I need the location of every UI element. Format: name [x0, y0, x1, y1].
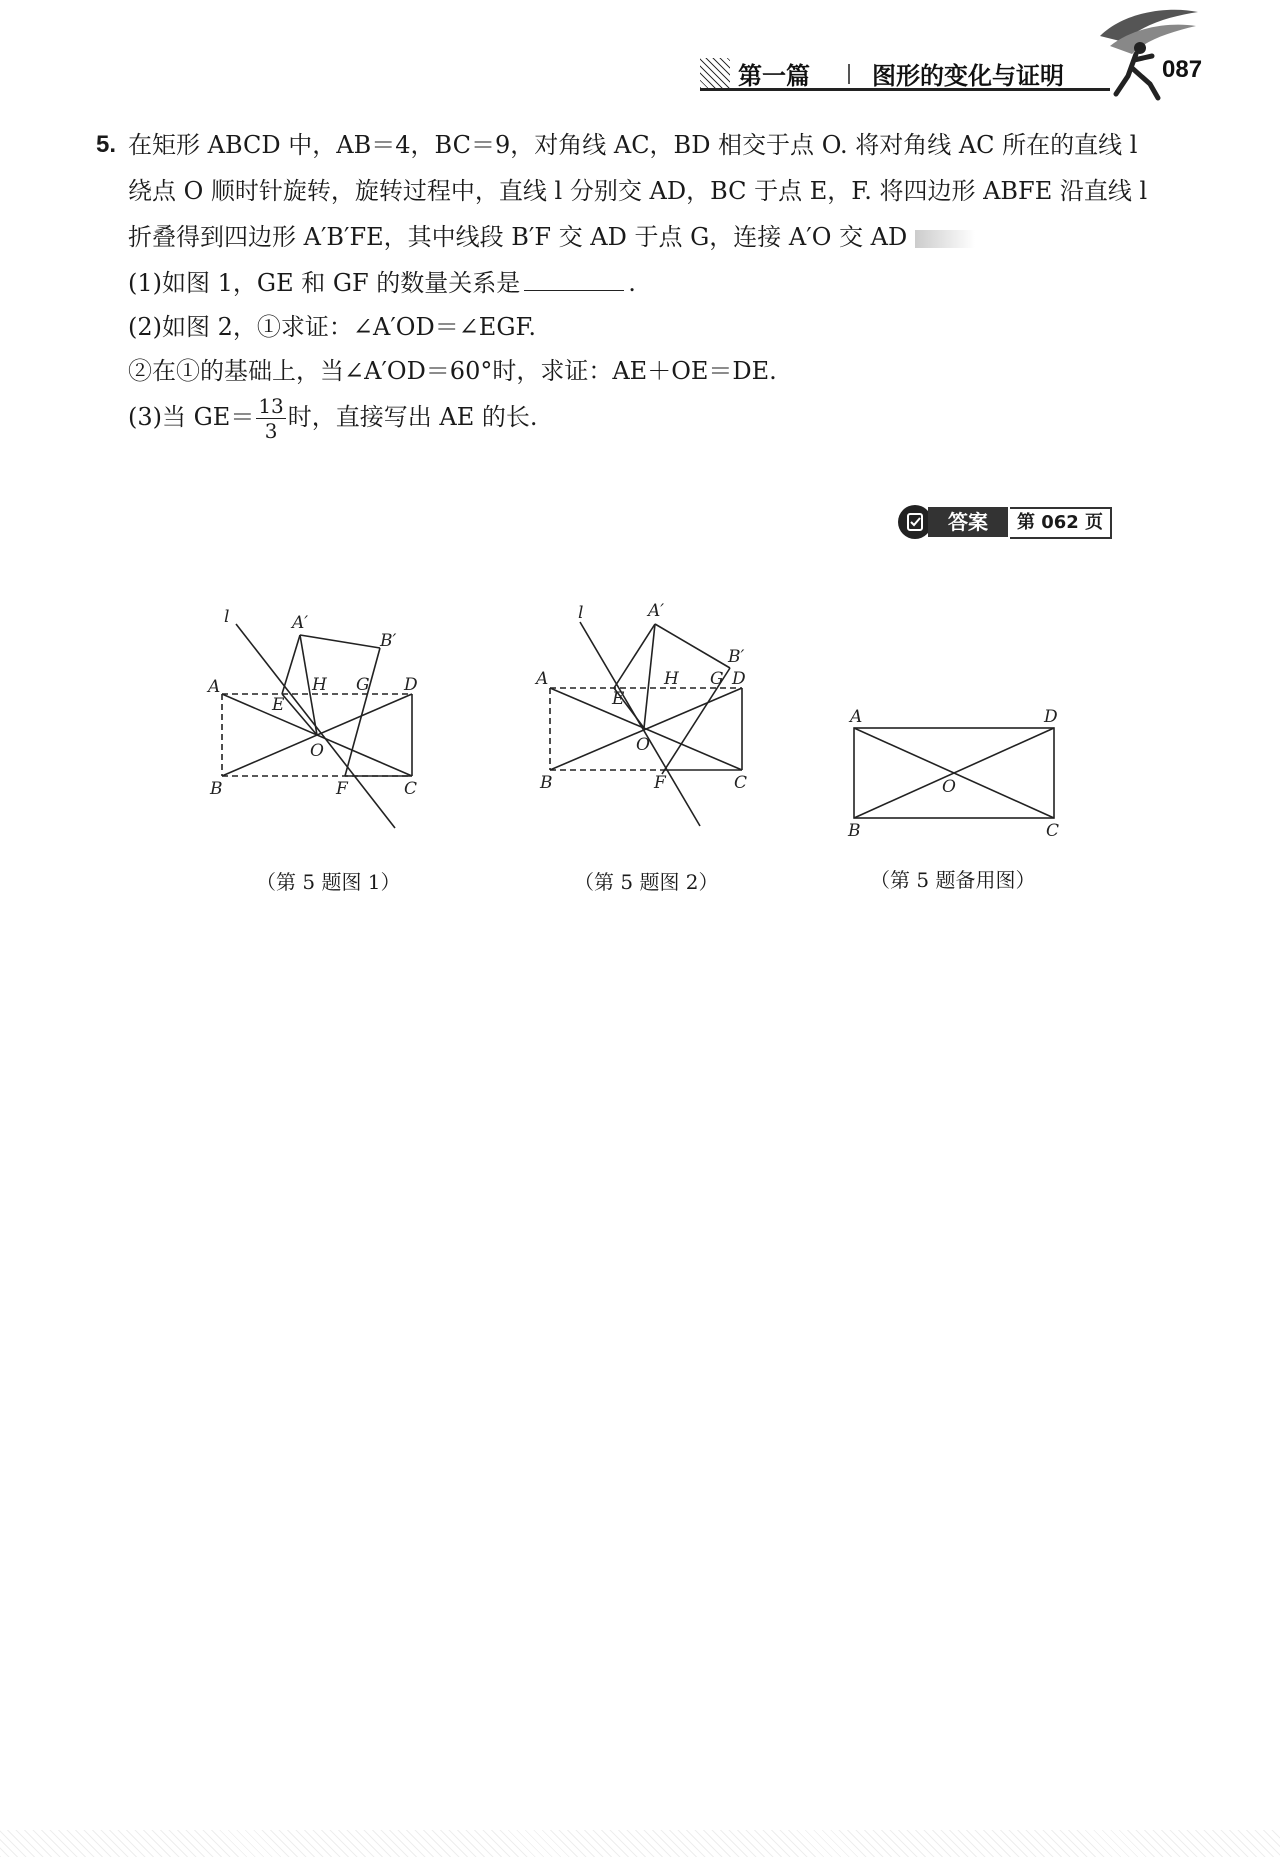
- question-2b: ②在①的基础上，当∠A′OD＝60°时，求证：AE＋OE＝DE.: [128, 357, 777, 385]
- fig2-label-o: O: [636, 735, 650, 755]
- statement-line-3-text: 折叠得到四边形 A′B′FE，其中线段 B′F 交 AD 于点 G，连接 A′O 交 AD: [128, 223, 908, 251]
- question-3-text: (3)当 GE＝: [128, 403, 255, 431]
- page-number: 087: [1162, 56, 1203, 83]
- fig2-label-g: G: [710, 669, 724, 689]
- question-3: [128, 394, 538, 443]
- fig1-label-o: O: [310, 741, 324, 761]
- bottom-texture: [0, 1830, 1280, 1857]
- fig1-label-l: l: [224, 607, 230, 627]
- header-part-title: 第一篇: [738, 62, 810, 90]
- fig1-label-a-prime: A′: [292, 613, 309, 633]
- fraction-numerator: 13: [258, 394, 284, 418]
- fig2-label-l: l: [578, 603, 584, 623]
- figure-2: [530, 600, 770, 830]
- fig3-label-a: A: [850, 707, 863, 727]
- header-separator: [848, 64, 850, 84]
- question-3-end: 时，直接写出 AE 的长.: [287, 403, 538, 431]
- fig2-label-b: B: [540, 773, 553, 793]
- figure-spare: [840, 700, 1080, 840]
- fig2-label-b-prime: B′: [728, 647, 745, 667]
- figure-1-caption: （第 5 题图 1）: [256, 870, 401, 894]
- fig1-label-g: G: [356, 675, 370, 695]
- answer-page: 第 062 页: [1010, 507, 1112, 539]
- page-header: [0, 0, 1280, 110]
- fraction: [256, 394, 285, 443]
- faded-text-mark: [915, 230, 975, 248]
- question-1: [128, 260, 636, 306]
- problem-statement: [128, 122, 1148, 260]
- runner-logo-icon: [1080, 6, 1203, 102]
- fig2-label-h: H: [664, 669, 679, 689]
- statement-line-2: 绕点 O 顺时针旋转，旋转过程中，直线 l 分别交 AD，BC 于点 E，F. 将四边形 ABFE 沿直线 l: [128, 177, 1148, 205]
- fig1-label-b-prime: B′: [380, 631, 397, 651]
- fig1-label-c: C: [404, 779, 418, 799]
- question-1-text: (1)如图 1，GE 和 GF 的数量关系是: [128, 269, 521, 297]
- fig1-label-d: D: [404, 675, 418, 695]
- fig2-label-a: A: [536, 669, 549, 689]
- fig2-label-e: E: [612, 689, 625, 709]
- fig3-label-c: C: [1046, 821, 1060, 840]
- fig2-label-f: F: [654, 773, 666, 793]
- figure-2-caption: （第 5 题图 2）: [574, 870, 719, 894]
- question-1-end: .: [628, 269, 636, 297]
- statement-line-3: [128, 214, 1128, 260]
- fraction-denominator: 3: [264, 419, 278, 443]
- answer-label: 答案: [928, 507, 1008, 537]
- answer-check-icon: [898, 505, 932, 539]
- question-2: (2)如图 2，①求证：∠A′OD＝∠EGF.: [128, 313, 537, 341]
- fig3-label-b: B: [848, 821, 861, 840]
- answer-reference: [898, 505, 1114, 539]
- figure-1: [200, 600, 440, 830]
- header-chapter-title: 图形的变化与证明: [872, 62, 1064, 90]
- fig1-label-b: B: [210, 779, 223, 799]
- answer-blank: [524, 270, 624, 291]
- figure-spare-caption: （第 5 题备用图）: [870, 868, 1036, 892]
- header-hatch-decoration: [700, 58, 730, 88]
- problem-number: 5.: [96, 131, 117, 158]
- statement-line-1: 在矩形 ABCD 中，AB＝4，BC＝9，对角线 AC，BD 相交于点 O. 将对角线 AC 所在的直线 l: [128, 131, 1138, 159]
- fig2-label-d: D: [732, 669, 746, 689]
- fig1-label-a: A: [208, 677, 221, 697]
- fig2-label-a-prime: A′: [648, 601, 665, 621]
- fig2-label-c: C: [734, 773, 748, 793]
- fig1-label-f: F: [336, 779, 348, 799]
- fig3-label-d: D: [1044, 707, 1058, 727]
- fig1-label-e: E: [272, 695, 285, 715]
- fig1-label-h: H: [312, 675, 327, 695]
- fig3-label-o: O: [942, 777, 956, 797]
